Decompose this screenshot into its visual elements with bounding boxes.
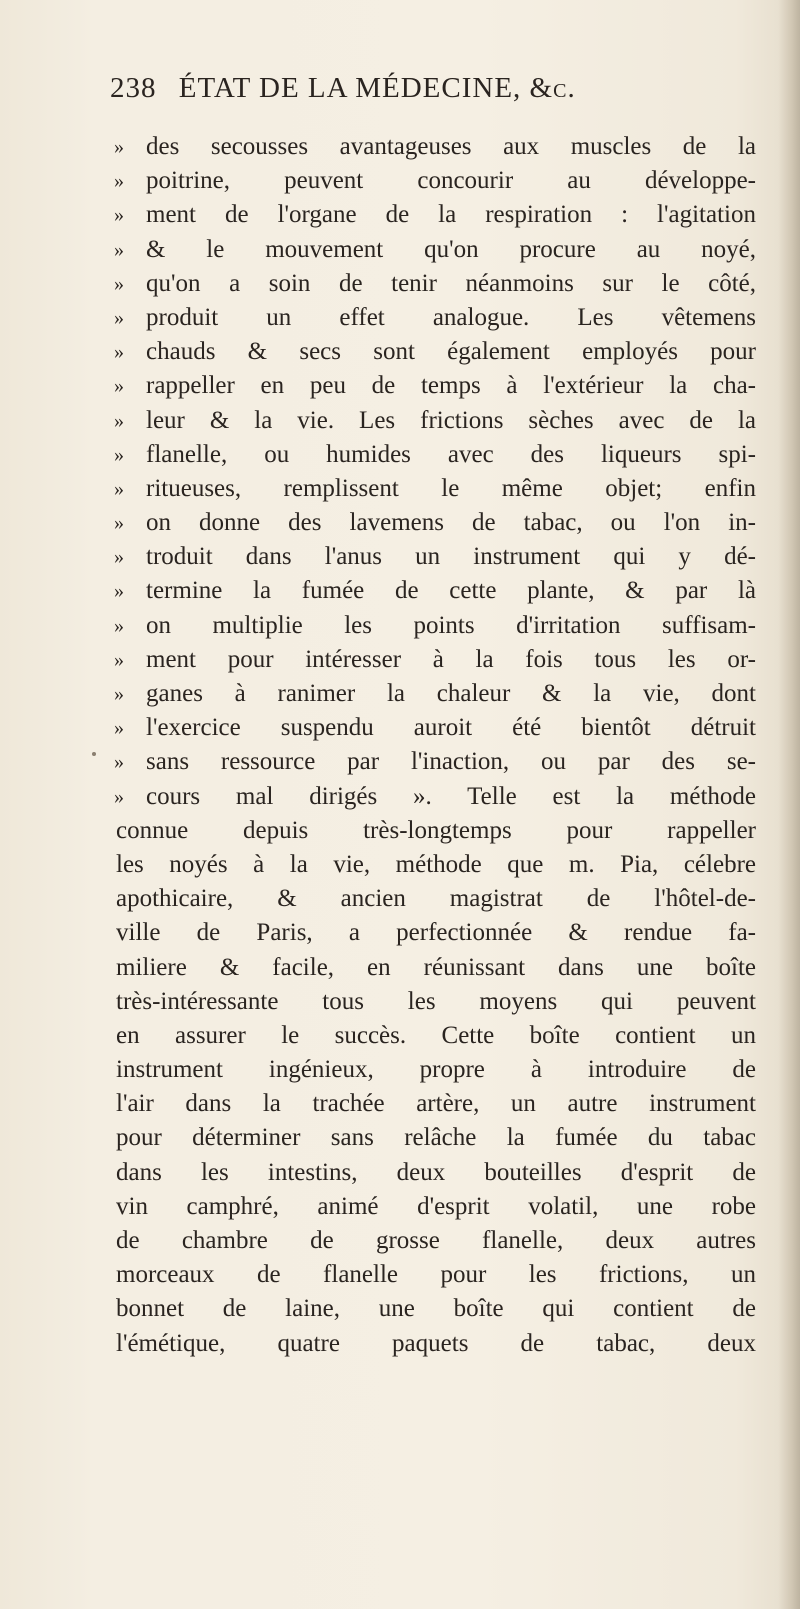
quotation-mark: »	[114, 306, 124, 329]
text-line	[116, 404, 756, 438]
text-line	[116, 369, 756, 403]
line-text: ganes à ranimer la chaleur & la vie, dont	[146, 680, 756, 707]
line-text: vin camphré, animé d'esprit volatil, une robe	[116, 1192, 756, 1220]
text-line	[116, 985, 756, 1019]
text-line	[116, 1053, 756, 1087]
text-line	[116, 130, 756, 164]
line-text: poitrine, peuvent concourir au développe-	[146, 167, 756, 195]
line-text: instrument ingénieux, propre à introduire de	[116, 1056, 756, 1084]
quotation-mark: »	[114, 443, 124, 466]
line-text: connue depuis très-longtemps pour rappeller	[116, 816, 756, 844]
text-line	[116, 711, 756, 745]
text-line	[116, 1258, 756, 1292]
text-line	[116, 335, 756, 369]
quotation-mark: »	[114, 717, 124, 740]
quotation-mark: »	[114, 136, 124, 158]
quotation-mark: »	[114, 272, 124, 295]
text-line	[116, 1292, 756, 1326]
line-text: dans les intestins, deux bouteilles d'esprit de	[116, 1158, 756, 1186]
quotation-mark: »	[114, 546, 124, 569]
line-text: troduit dans l'anus un instrument qui y dé-	[146, 543, 756, 571]
text-line	[116, 745, 756, 779]
line-text: ment pour intéresser à la fois tous les or-	[146, 645, 756, 673]
line-text: flanelle, ou humides avec des liqueurs spi-	[146, 440, 756, 468]
quotation-mark: »	[114, 238, 124, 261]
text-line	[116, 1224, 756, 1258]
line-text: rappeller en peu de temps à l'extérieur la cha-	[146, 372, 756, 400]
line-text: leur & la vie. Les frictions sèches avec de la	[146, 406, 756, 434]
line-text: & le mouvement qu'on procure au noyé,	[146, 235, 756, 263]
text-line	[116, 506, 756, 540]
text-line	[116, 814, 756, 848]
line-text: chauds & secs sont également employés pour	[146, 338, 756, 366]
line-text: ritueuses, remplissent le même objet; enfin	[146, 474, 756, 502]
line-text: ville de Paris, a perfectionnée & rendue fa-	[116, 919, 756, 947]
line-text: l'exercice suspendu auroit été bientôt détruit	[146, 714, 756, 742]
text-line	[116, 1121, 756, 1155]
text-line	[116, 916, 756, 950]
body-text	[116, 130, 756, 1361]
text-line	[116, 780, 756, 814]
quotation-mark: »	[114, 648, 124, 671]
line-text: miliere & facile, en réunissant dans une boîte	[116, 953, 756, 981]
text-line	[116, 609, 756, 643]
text-line	[116, 951, 756, 985]
page-edge-shadow	[778, 0, 800, 1609]
quotation-mark: »	[114, 170, 124, 193]
text-line	[116, 574, 756, 608]
quotation-mark: »	[114, 683, 124, 705]
text-line	[116, 882, 756, 916]
line-text: l'air dans la trachée artère, un autre instrument	[116, 1090, 756, 1118]
quotation-mark: »	[114, 341, 124, 364]
line-text: très-intéressante tous les moyens qui peuvent	[116, 987, 756, 1015]
page-number: 238	[110, 72, 157, 104]
line-text: pour déterminer sans relâche la fumée du tabac	[116, 1124, 756, 1152]
margin-mark	[92, 752, 96, 756]
line-text: cours mal dirigés ». Telle est la méthode	[146, 782, 756, 810]
line-text: on donne des lavemens de tabac, ou l'on in-	[146, 509, 756, 537]
running-header	[110, 72, 750, 112]
line-text: ment de l'organe de la respiration : l'agitation	[146, 201, 756, 229]
quotation-mark: »	[114, 614, 124, 637]
line-text: sans ressource par l'inaction, ou par des se-	[146, 748, 756, 776]
text-line	[116, 267, 756, 301]
quotation-mark: »	[114, 785, 124, 808]
line-text: les noyés à la vie, méthode que m. Pia, célebre	[116, 850, 756, 878]
line-text: apothicaire, & ancien magistrat de l'hôtel-de-	[116, 885, 756, 913]
text-line	[116, 1190, 756, 1224]
line-text: on multiplie les points d'irritation suffisam-	[146, 611, 756, 639]
quotation-mark: »	[114, 580, 124, 603]
line-text: des secousses avantageuses aux muscles de la	[146, 133, 756, 160]
text-line	[116, 301, 756, 335]
text-line	[116, 540, 756, 574]
line-text: qu'on a soin de tenir néanmoins sur le côté,	[146, 269, 756, 297]
line-text: morceaux de flanelle pour les frictions, un	[116, 1261, 756, 1289]
text-line	[116, 643, 756, 677]
text-line	[116, 233, 756, 267]
line-text: termine la fumée de cette plante, & par là	[146, 577, 756, 605]
line-text: produit un effet analogue. Les vêtemens	[146, 303, 756, 331]
quotation-mark: »	[114, 477, 124, 500]
text-line	[116, 1087, 756, 1121]
line-text: en assurer le succès. Cette boîte contient un	[116, 1021, 756, 1049]
quotation-mark: »	[114, 204, 124, 227]
quotation-mark: »	[114, 751, 124, 774]
quotation-mark: »	[114, 512, 124, 535]
quotation-mark: »	[114, 375, 124, 398]
line-text: l'émétique, quatre paquets de tabac, deux	[116, 1329, 756, 1357]
line-text: de chambre de grosse flanelle, deux autres	[116, 1227, 756, 1254]
text-line	[116, 677, 756, 711]
text-line	[116, 848, 756, 882]
quotation-mark: »	[114, 409, 124, 432]
text-line	[116, 1019, 756, 1053]
text-line	[116, 164, 756, 198]
text-line	[116, 438, 756, 472]
text-line	[116, 472, 756, 506]
line-text: bonnet de laine, une boîte qui contient de	[116, 1295, 756, 1323]
running-title: ÉTAT DE LA MÉDECINE, &c.	[178, 72, 576, 104]
text-line	[116, 198, 756, 232]
text-line	[116, 1327, 756, 1361]
text-line	[116, 1156, 756, 1190]
